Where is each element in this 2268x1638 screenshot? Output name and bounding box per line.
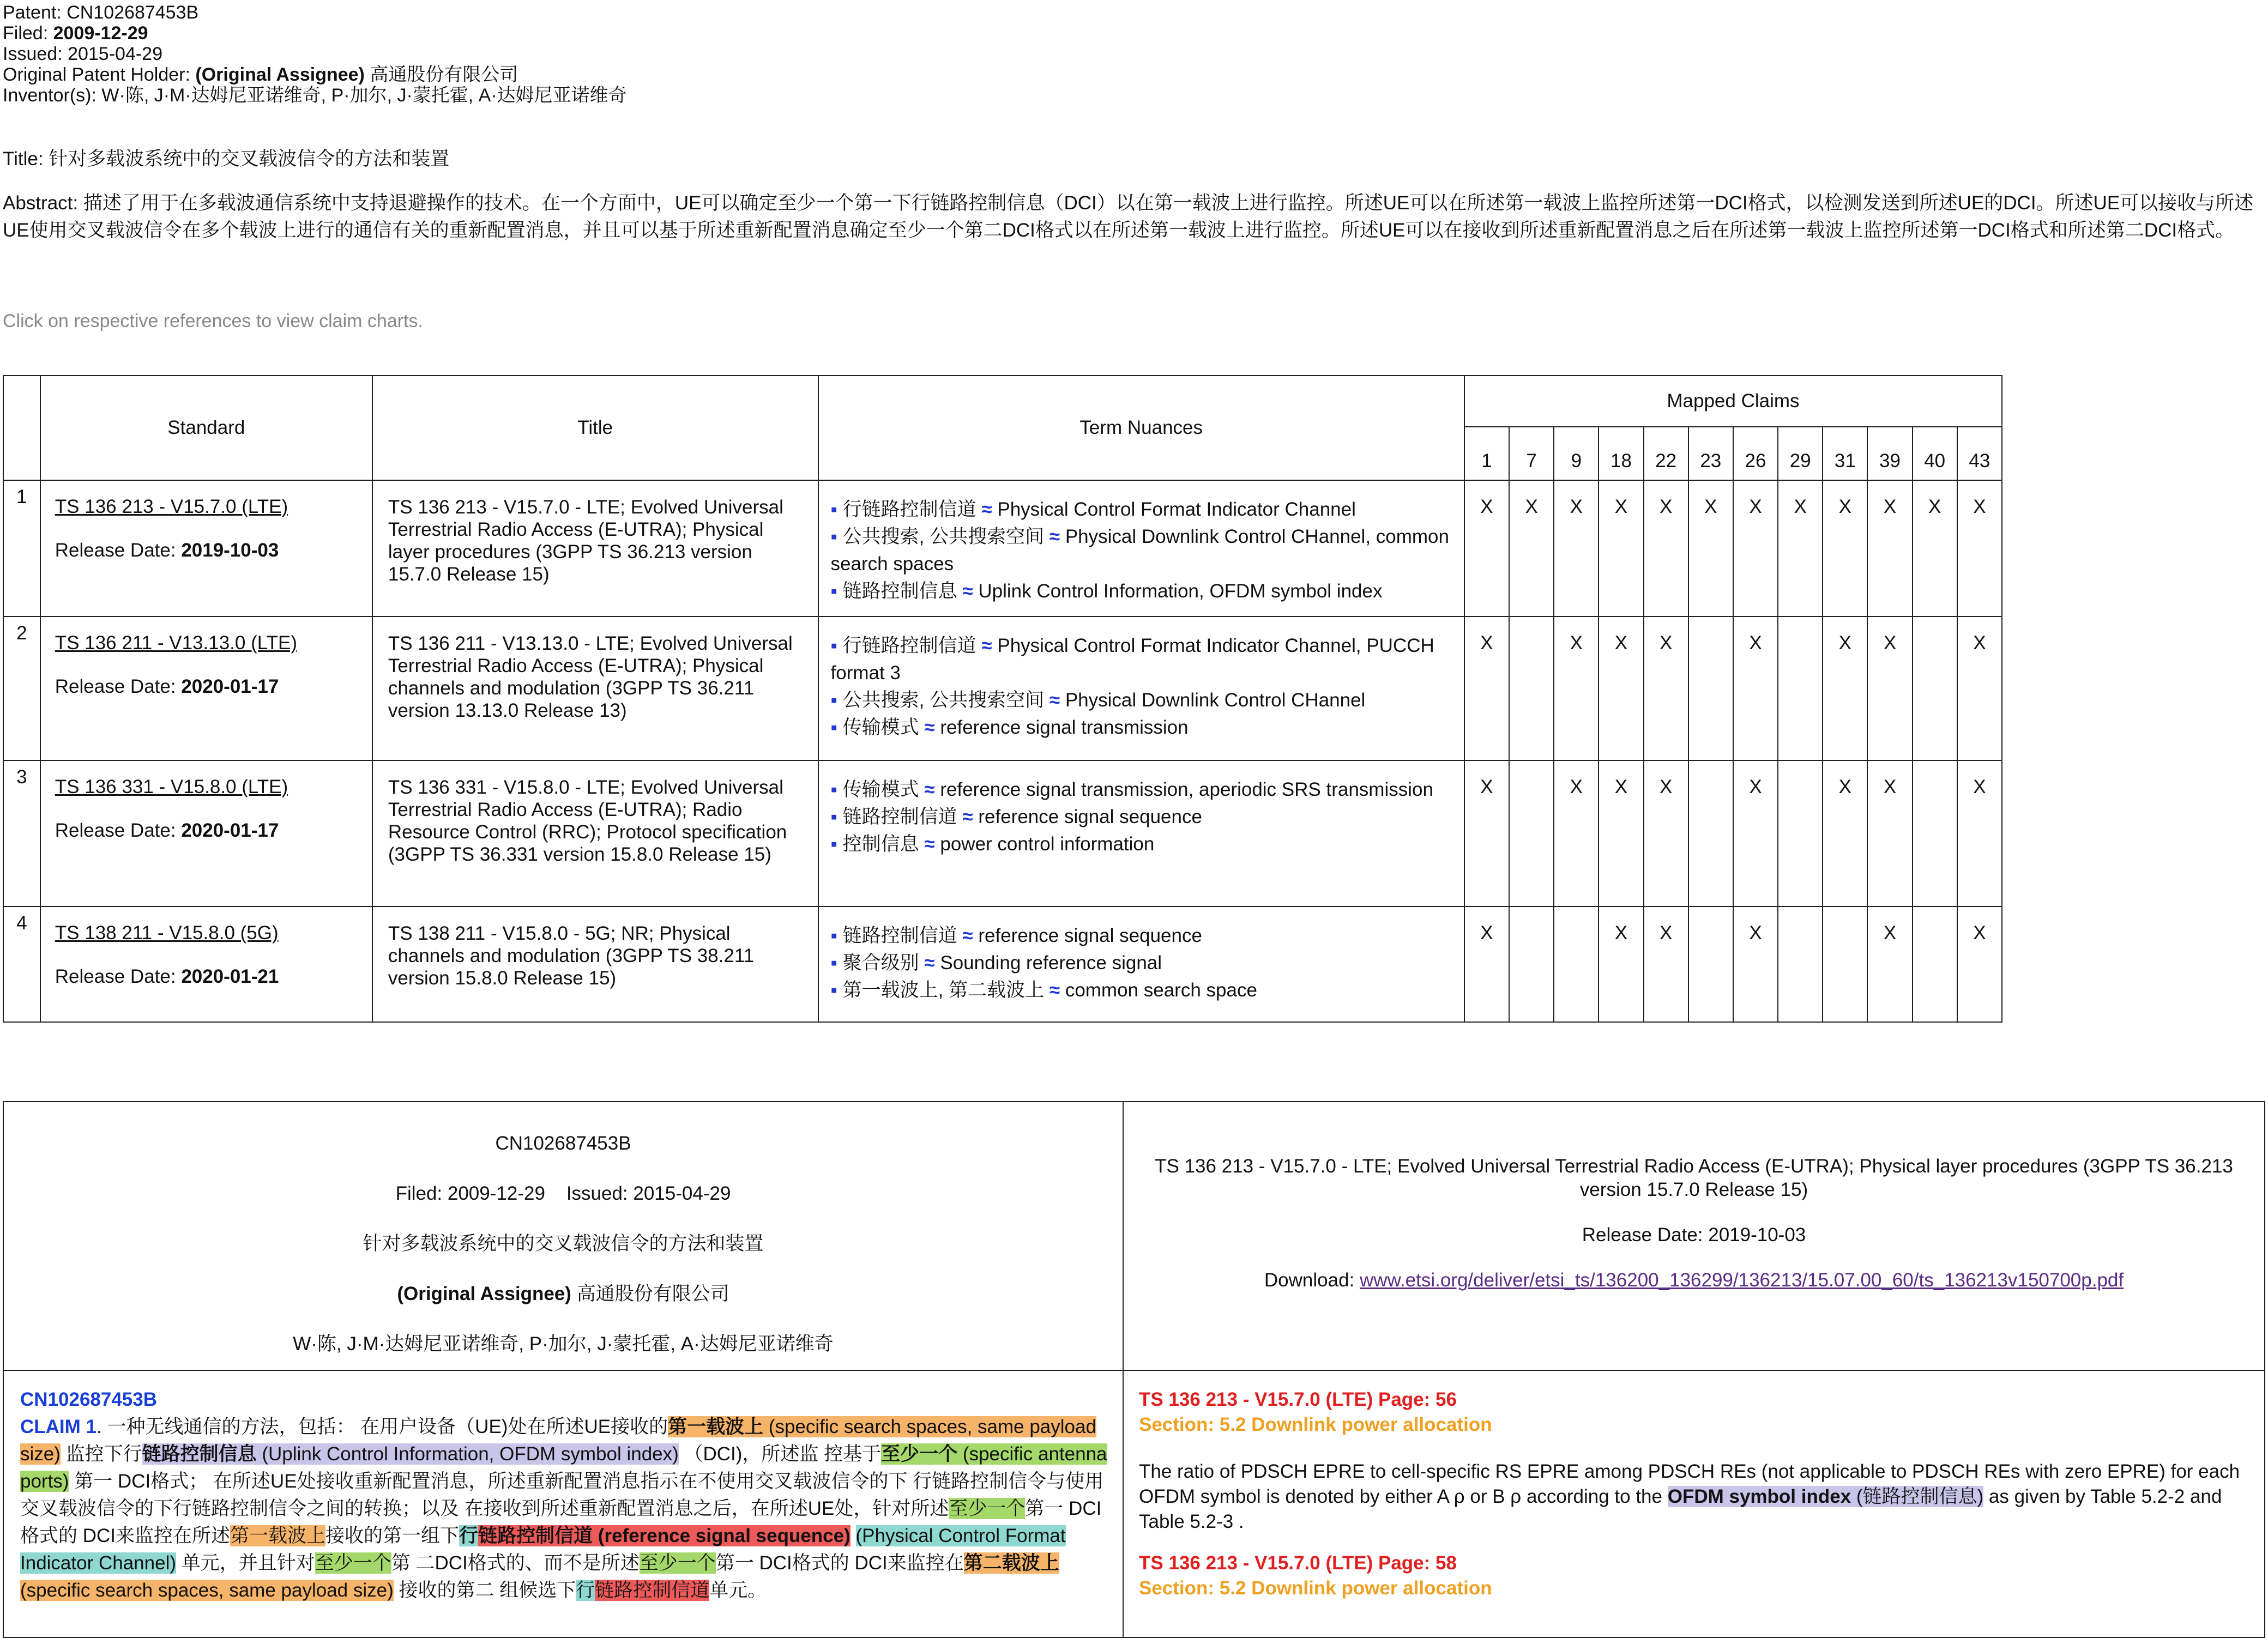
claim-mark-cell bbox=[1509, 616, 1554, 760]
standard-cell bbox=[40, 480, 372, 616]
hl-control-info[interactable] bbox=[142, 1443, 679, 1465]
standard-link[interactable]: TS 136 331 - V15.8.0 (LTE) bbox=[55, 776, 288, 797]
hl-row[interactable] bbox=[459, 1525, 478, 1546]
claim-mark-cell[interactable]: X bbox=[1778, 480, 1823, 616]
term-item bbox=[831, 803, 1453, 831]
claim-mark-cell[interactable]: X bbox=[1464, 480, 1509, 616]
header-num bbox=[3, 376, 40, 480]
standard-link[interactable]: TS 136 213 - V15.7.0 (LTE) bbox=[55, 496, 288, 517]
approx-icon: ≈ bbox=[981, 499, 992, 520]
holder-label: Original Patent Holder: bbox=[3, 64, 190, 85]
download-label: Download: bbox=[1264, 1270, 1355, 1291]
issued-date: 2015-04-29 bbox=[68, 44, 162, 64]
holder-line bbox=[3, 64, 627, 85]
term-nuances-cell bbox=[818, 906, 1464, 1022]
bullet-icon: ▪ bbox=[830, 635, 837, 656]
ref-seg: The ratio of PDSCH EPRE to cell-specific RS EPRE among PDSCH REs (not applicable to PDSCH REs with zero EPRE) for each OFDM symbol is denoted by either A ρ or B ρ according to the bbox=[1139, 1461, 2240, 1507]
claim-mark-cell[interactable]: X bbox=[1733, 480, 1778, 616]
claim-seg: 单元。 bbox=[709, 1580, 767, 1601]
bullet-icon: ▪ bbox=[830, 581, 837, 602]
claim-mark-cell bbox=[1554, 906, 1599, 1022]
hl-term-en: (specific antenna ports) bbox=[20, 1443, 1107, 1492]
claim-mark-cell[interactable]: X bbox=[1599, 480, 1643, 616]
table-row bbox=[3, 616, 2002, 760]
term-cn: 链路控制信道 bbox=[842, 925, 957, 946]
standard-title: TS 136 213 - V15.7.0 - LTE; Evolved Universal Terrestrial Radio Access (E-UTRA); Physical layer procedures (3GPP TS 36.213 version 15.7.0 Release 15) bbox=[372, 480, 818, 616]
reference-text-cell bbox=[1123, 1370, 2265, 1637]
claim-issued: Issued: 2015-04-29 bbox=[566, 1183, 731, 1204]
claim-header-7: 7 bbox=[1509, 427, 1554, 480]
claim-header-43: 43 bbox=[1957, 427, 2002, 480]
patent-number: CN102687453B bbox=[67, 2, 199, 23]
claim-mark-cell[interactable]: X bbox=[1464, 616, 1509, 760]
claim-assignee: 高通股份有限公司 bbox=[576, 1283, 729, 1304]
hl-control-channel-2[interactable]: 链路控制信道 bbox=[595, 1580, 710, 1601]
claim-mark-cell bbox=[1688, 760, 1733, 906]
claim-mark-cell[interactable]: X bbox=[1464, 906, 1509, 1022]
term-en: reference signal transmission, aperiodic SRS transmission bbox=[940, 779, 1433, 800]
release-date: 2020-01-17 bbox=[181, 676, 279, 697]
term-en: reference signal transmission bbox=[940, 717, 1189, 738]
bullet-icon: ▪ bbox=[830, 833, 837, 855]
hl-pcfich[interactable]: (Physical Control Format Indicator Channel) bbox=[20, 1525, 1066, 1574]
hl-at-least-one-4[interactable]: 至少一个 bbox=[639, 1552, 716, 1574]
standard-title: TS 136 211 - V13.13.0 - LTE; Evolved Universal Terrestrial Radio Access (E-UTRA); Physical channels and modulation (3GPP TS 36.211 version 13.13.0 Release 13) bbox=[372, 616, 818, 760]
hl-term-en: (specific search spaces, same payload size) bbox=[20, 1416, 1096, 1465]
claim-label: CLAIM 1 bbox=[20, 1416, 96, 1437]
term-nuances-cell bbox=[818, 760, 1464, 906]
claim-mark-cell[interactable]: X bbox=[1867, 906, 1912, 1022]
claim-seg: 接收的第二 组候选下 bbox=[393, 1580, 576, 1601]
claim-mark-cell[interactable]: X bbox=[1554, 760, 1599, 906]
claim-seg: 接收的第一组下 bbox=[325, 1525, 460, 1546]
term-en: Physical Downlink Control CHannel, common search spaces bbox=[830, 526, 1449, 575]
claim-mark-cell[interactable]: X bbox=[1957, 480, 2002, 616]
claim-dates bbox=[4, 1169, 1122, 1219]
standards-table bbox=[3, 375, 2002, 1023]
claim-left-header bbox=[3, 1102, 1123, 1370]
row-number: 3 bbox=[3, 760, 40, 906]
term-cn: 行链路控制信道 bbox=[842, 635, 976, 656]
claim-filed: Filed: 2009-12-29 bbox=[395, 1183, 545, 1204]
term-en: reference signal sequence bbox=[978, 925, 1202, 946]
term-item bbox=[831, 687, 1453, 714]
claim-header-26: 26 bbox=[1733, 427, 1778, 480]
ref-title: TS 136 213 - V15.7.0 - LTE; Evolved Universal Terrestrial Radio Access (E-UTRA); Physical layer procedures (3GPP TS 36.213 version 15.7.0 Release 15) bbox=[1155, 1156, 2233, 1200]
term-item bbox=[831, 922, 1453, 950]
claim-header-40: 40 bbox=[1913, 427, 1957, 480]
standard-link[interactable]: TS 138 211 - V15.8.0 (5G) bbox=[55, 922, 279, 944]
claim-header-31: 31 bbox=[1823, 427, 1867, 480]
claim-mark-cell[interactable]: X bbox=[1823, 760, 1867, 906]
claim-body-patent: CN102687453B bbox=[20, 1389, 158, 1410]
release-label: Release Date: bbox=[55, 820, 176, 841]
term-en: Uplink Control Information, OFDM symbol index bbox=[978, 581, 1383, 602]
bullet-icon: ▪ bbox=[830, 925, 837, 946]
term-cn: 公共搜索, 公共搜索空间 bbox=[842, 690, 1045, 711]
filed-label: Filed: bbox=[3, 23, 49, 44]
term-item bbox=[831, 578, 1453, 605]
claim-mark-cell[interactable]: X bbox=[1644, 760, 1688, 906]
filed-date: 2009-12-29 bbox=[53, 23, 148, 44]
claim-header-39: 39 bbox=[1867, 427, 1912, 480]
approx-icon: ≈ bbox=[962, 581, 973, 602]
term-item bbox=[831, 977, 1453, 1004]
approx-icon: ≈ bbox=[962, 925, 973, 946]
term-item bbox=[831, 632, 1453, 687]
patent-number-line bbox=[3, 2, 627, 23]
term-cn: 传输模式 bbox=[842, 717, 919, 738]
approx-icon: ≈ bbox=[1049, 980, 1060, 1001]
claim-mark-cell bbox=[1913, 906, 1957, 1022]
claim-mark-cell bbox=[1778, 906, 1823, 1022]
claim-seg: 监控下行 bbox=[60, 1443, 142, 1465]
claim-seg: 第一 DCI格式的 DCI来监控在 bbox=[715, 1552, 964, 1574]
term-cn: 链路控制信息 bbox=[842, 581, 957, 602]
claim-mark-cell bbox=[1688, 906, 1733, 1022]
claim-inventors: W·陈, J·M·达姆尼亚诺维奇, P·加尔, J·蒙托霍, A·达姆尼亚诺维奇 bbox=[293, 1333, 834, 1355]
claim-mark-cell[interactable]: X bbox=[1509, 480, 1554, 616]
hl-row-2[interactable]: 行 bbox=[576, 1580, 595, 1601]
ref-section-1: Section: 5.2 Downlink power allocation bbox=[1139, 1414, 1492, 1435]
holder-role: (Original Assignee) bbox=[195, 64, 365, 85]
release-date-line bbox=[55, 540, 372, 561]
claim-seg: 单元，并且针对 bbox=[176, 1552, 315, 1574]
term-cn: 传输模式 bbox=[842, 779, 919, 800]
claim-mark-cell bbox=[1823, 906, 1867, 1022]
term-item bbox=[831, 496, 1453, 523]
claim-chart bbox=[3, 1101, 2265, 1638]
claim-mark-cell[interactable]: X bbox=[1644, 480, 1688, 616]
abstract-label: Abstract: bbox=[3, 192, 79, 214]
ref-download-line bbox=[1124, 1268, 2264, 1292]
patent-meta bbox=[3, 2, 627, 106]
bullet-icon: ▪ bbox=[830, 526, 837, 547]
claim-mark-cell[interactable]: X bbox=[1599, 760, 1643, 906]
hl-term-en: (Uplink Control Information, OFDM symbol index) bbox=[256, 1443, 679, 1465]
header-mapped-claims: Mapped Claims bbox=[1464, 376, 2002, 427]
patent-number-label: Patent: bbox=[3, 2, 62, 23]
bullet-icon: ▪ bbox=[830, 980, 837, 1001]
header-terms: Term Nuances bbox=[818, 376, 1464, 480]
hl-term: 第一载波上 bbox=[668, 1416, 764, 1437]
standard-title: TS 136 331 - V15.8.0 - LTE; Evolved Universal Terrestrial Radio Access (E-UTRA); Radio Resource Control (RRC); Protocol specification (3GPP TS 36.331 version 15.8.0 Release 15) bbox=[372, 760, 818, 906]
claim-header-18: 18 bbox=[1599, 427, 1643, 480]
claim-mark-cell[interactable]: X bbox=[1823, 480, 1867, 616]
hl-term: 链路控制信息 bbox=[142, 1443, 257, 1465]
hl-ofdm-symbol-index[interactable] bbox=[1668, 1486, 1983, 1507]
claim-assignee-role: (Original Assignee) bbox=[397, 1283, 571, 1304]
filed-line bbox=[3, 23, 627, 44]
inventors: W·陈, J·M·达姆尼亚诺维奇, P·加尔, J·蒙托霍, A·达姆尼亚诺维奇 bbox=[101, 85, 627, 106]
release-label: Release Date: bbox=[55, 966, 176, 987]
term-en: Physical Downlink Control CHannel bbox=[1065, 690, 1366, 711]
hl-at-least-one-2[interactable]: 至少一个 bbox=[949, 1498, 1026, 1519]
release-date: 2020-01-17 bbox=[181, 820, 279, 841]
term-en: reference signal sequence bbox=[978, 806, 1202, 827]
approx-icon: ≈ bbox=[924, 833, 935, 855]
ref-page-1: TS 136 213 - V15.7.0 (LTE) Page: 56 bbox=[1139, 1389, 1457, 1410]
term-item bbox=[831, 776, 1453, 803]
inventors-line bbox=[3, 85, 627, 106]
release-date-line bbox=[55, 966, 372, 988]
approx-icon: ≈ bbox=[924, 779, 935, 800]
claim-seg: （DCI)，所述监 控基于 bbox=[678, 1443, 882, 1465]
ref-seg: as given by Table 5.2-2 and Table 5.2-3 . bbox=[1139, 1486, 2222, 1532]
claim-header-9: 9 bbox=[1554, 427, 1599, 480]
hl-term: 至少一个 bbox=[881, 1443, 958, 1465]
patent-title-line bbox=[3, 144, 449, 171]
standards-body bbox=[3, 480, 2002, 1022]
term-en: power control information bbox=[940, 833, 1155, 855]
claim-mark-cell[interactable]: X bbox=[1957, 906, 2002, 1022]
term-cn: 公共搜索, 公共搜索空间 bbox=[842, 526, 1045, 547]
holder-name: 高通股份有限公司 bbox=[370, 64, 518, 85]
claim-mark-cell[interactable]: X bbox=[1957, 760, 2002, 906]
claim-right-header bbox=[1123, 1102, 2265, 1370]
approx-icon: ≈ bbox=[924, 717, 935, 738]
claim-patent-number: CN102687453B bbox=[495, 1133, 631, 1154]
term-nuances-cell bbox=[818, 480, 1464, 616]
claim-mark-cell[interactable]: X bbox=[1957, 616, 2002, 760]
term-nuances-cell bbox=[818, 616, 1464, 760]
claim-mark-cell[interactable]: X bbox=[1554, 616, 1599, 760]
hint-text: Click on respective references to view claim charts. bbox=[3, 311, 423, 331]
approx-icon: ≈ bbox=[1049, 690, 1060, 711]
release-label: Release Date: bbox=[55, 540, 176, 561]
header-title: Title bbox=[372, 376, 818, 480]
patent-title: 针对多载波系统中的交叉载波信令的方法和装置 bbox=[49, 148, 450, 170]
ref-section-2: Section: 5.2 Downlink power allocation bbox=[1139, 1577, 1492, 1599]
bullet-icon: ▪ bbox=[830, 779, 837, 800]
standard-cell bbox=[40, 906, 372, 1022]
approx-icon: ≈ bbox=[981, 635, 992, 656]
term-cn: 聚合级别 bbox=[842, 952, 919, 974]
term-en: Physical Control Format Indicator Channel, PUCCH format 3 bbox=[830, 635, 1434, 684]
term-item bbox=[831, 523, 1453, 578]
row-number: 2 bbox=[3, 616, 40, 760]
claim-header-29: 29 bbox=[1778, 427, 1823, 480]
release-label: Release Date: bbox=[55, 676, 176, 697]
bullet-icon: ▪ bbox=[830, 499, 837, 520]
row-number: 1 bbox=[3, 480, 40, 616]
hl-term: OFDM symbol index bbox=[1667, 1486, 1851, 1507]
release-date-line bbox=[55, 820, 372, 842]
claim-header-1: 1 bbox=[1464, 427, 1509, 480]
claim-mark-cell[interactable]: X bbox=[1599, 906, 1643, 1022]
header-standard: Standard bbox=[40, 376, 372, 480]
hl-term-cn: (链路控制信息) bbox=[1851, 1486, 1984, 1507]
ref-release: Release Date: 2019-10-03 bbox=[1582, 1224, 1806, 1246]
table-row bbox=[3, 906, 2002, 1022]
term-en: common search space bbox=[1065, 980, 1257, 1001]
release-date: 2020-01-21 bbox=[181, 966, 279, 987]
claim-mark-cell[interactable]: X bbox=[1733, 906, 1778, 1022]
release-date: 2019-10-03 bbox=[181, 540, 279, 561]
claim-mark-cell[interactable]: X bbox=[1867, 616, 1912, 760]
claim-mark-cell bbox=[1778, 760, 1823, 906]
approx-icon: ≈ bbox=[1049, 526, 1060, 547]
claim-mark-cell[interactable]: X bbox=[1464, 760, 1509, 906]
release-date-line bbox=[55, 676, 372, 698]
claim-assignee-line bbox=[4, 1269, 1122, 1319]
abstract bbox=[3, 190, 2260, 244]
claim-mark-cell bbox=[1913, 616, 1957, 760]
standard-link[interactable]: TS 136 211 - V13.13.0 (LTE) bbox=[55, 632, 297, 654]
bullet-icon: ▪ bbox=[830, 690, 837, 711]
abstract-text: 描述了用于在多载波通信系统中支持退避操作的技术。在一个方面中，UE可以确定至少一个第一下行链路控制信息（DCI）以在第一载波上进行监控。所述UE可以在所述第一载波上监控所述第一DCI格式，以检测发送到所述UE的DCI。所述UE可以接收与所述UE使用交叉载波信令在多个载波上进行的通信有关的重新配置消息，并且可以基于所述重新配置消息确定至少一个第二DCI格式以在所述第一载波上进行监控。所述UE可以在接收到所述重新配置消息之后在所述第一载波上监控所述第一DCI格式和所述第二DCI格式。 bbox=[3, 192, 2254, 241]
claim-seg: . 一种无线通信的方法，包括： 在用户设备（UE)处在所述UE接收的 bbox=[96, 1416, 668, 1437]
standard-title: TS 138 211 - V15.8.0 - 5G; NR; Physical channels and modulation (3GPP TS 38.211 version 15.8.0 Release 15) bbox=[372, 906, 818, 1022]
download-link[interactable]: www.etsi.org/deliver/etsi_ts/136200_136299/136213/15.07.00_60/ts_136213v150700p.pdf bbox=[1360, 1270, 2124, 1291]
claim-mark-cell[interactable]: X bbox=[1867, 480, 1912, 616]
claim-header-22: 22 bbox=[1644, 427, 1688, 480]
claim-mark-cell[interactable]: X bbox=[1554, 480, 1599, 616]
claim-mark-cell bbox=[1509, 906, 1554, 1022]
claim-header-23: 23 bbox=[1688, 427, 1733, 480]
claim-title: 针对多载波系统中的交叉载波信令的方法和装置 bbox=[363, 1233, 764, 1254]
term-cn: 行链路控制信道 bbox=[842, 499, 976, 520]
claim-seg: 第一 DCI格式的 DCI来监控在所述 bbox=[20, 1498, 1102, 1546]
term-item bbox=[831, 950, 1453, 977]
title-label: Title: bbox=[3, 148, 44, 170]
claim-mark-cell[interactable]: X bbox=[1733, 616, 1778, 760]
claim-seg: 第 二DCI格式的、而不是所述 bbox=[391, 1552, 640, 1574]
term-cn: 第一载波上, 第二载波上 bbox=[842, 980, 1045, 1001]
ref-paragraph-1 bbox=[1139, 1459, 2251, 1534]
bullet-icon: ▪ bbox=[830, 806, 837, 827]
claim-mark-cell[interactable]: X bbox=[1913, 480, 1957, 616]
hl-at-least-one-3[interactable]: 至少一个 bbox=[315, 1552, 391, 1574]
term-en: Sounding reference signal bbox=[940, 952, 1162, 974]
claim-mark-cell bbox=[1778, 616, 1823, 760]
approx-icon: ≈ bbox=[962, 806, 973, 827]
standard-cell bbox=[40, 760, 372, 906]
term-item bbox=[831, 714, 1453, 741]
hl-term: 行 bbox=[459, 1525, 479, 1546]
hl-term-en: (reference signal sequence) bbox=[593, 1525, 850, 1546]
term-cn: 链路控制信道 bbox=[842, 806, 957, 827]
table-row bbox=[3, 760, 2002, 906]
issued-label: Issued: bbox=[3, 44, 63, 64]
claim-mark-cell bbox=[1688, 616, 1733, 760]
bullet-icon: ▪ bbox=[830, 717, 837, 738]
claim-mark-cell[interactable]: X bbox=[1688, 480, 1733, 616]
term-en: Physical Control Format Indicator Channel bbox=[997, 499, 1356, 520]
claim-text-cell bbox=[3, 1370, 1123, 1637]
inventors-label: Inventor(s): bbox=[3, 85, 96, 106]
hl-control-channel[interactable] bbox=[478, 1525, 850, 1546]
term-item bbox=[831, 831, 1453, 858]
claim-mark-cell[interactable]: X bbox=[1599, 616, 1643, 760]
claim-mark-cell[interactable]: X bbox=[1644, 616, 1688, 760]
claim-mark-cell bbox=[1913, 760, 1957, 906]
hl-term-en: (specific search spaces, same payload size) bbox=[20, 1580, 394, 1601]
claim-mark-cell[interactable]: X bbox=[1867, 760, 1912, 906]
claim-seg: 第一 DCI格式； 在所述UE处接收重新配置消息，所述重新配置消息指示在不使用交叉载波信令的下 行链路控制信令与使用交叉载波信令的下行链路控制信令之间的转换；以及 在接收到所述重新配置消息之后，在所述UE处，针对所述 bbox=[20, 1471, 1104, 1519]
bullet-icon: ▪ bbox=[830, 952, 837, 974]
hl-first-carrier-2[interactable]: 第一载波上 bbox=[230, 1525, 326, 1546]
ref-page-2: TS 136 213 - V15.7.0 (LTE) Page: 58 bbox=[1139, 1552, 1457, 1574]
claim-mark-cell[interactable]: X bbox=[1644, 906, 1688, 1022]
approx-icon: ≈ bbox=[924, 952, 935, 974]
hl-term: 第二载波上 bbox=[963, 1552, 1059, 1574]
claim-mark-cell[interactable]: X bbox=[1733, 760, 1778, 906]
claim-mark-cell bbox=[1509, 760, 1554, 906]
term-cn: 控制信息 bbox=[842, 833, 919, 855]
claim-mark-cell[interactable]: X bbox=[1823, 616, 1867, 760]
table-row bbox=[3, 480, 2002, 616]
claim-1-text bbox=[20, 1413, 1109, 1604]
row-number: 4 bbox=[3, 906, 40, 1022]
hl-term: 链路控制信道 bbox=[478, 1525, 593, 1546]
issued-line bbox=[3, 44, 627, 64]
standard-cell bbox=[40, 616, 372, 760]
